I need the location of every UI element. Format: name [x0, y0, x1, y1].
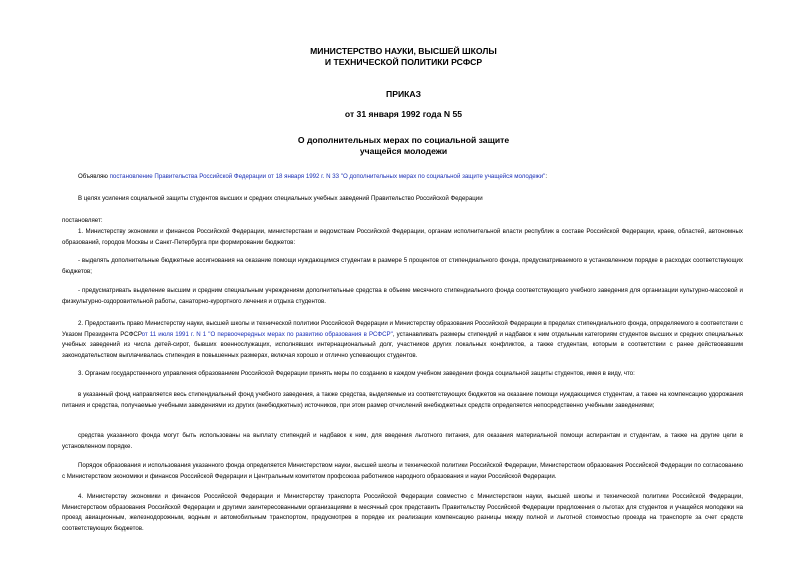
- resolution-link[interactable]: постановление Правительства Российской Федерации от 18 января 1992 г. N 33 "О дополнительных мерах по социальной защите учащейся молодежи": [109, 173, 546, 180]
- clause-3c-text: Порядок образования и использования указанного фонда определяется Министерством науки, высшей школы и технической политики Российской Федерации, Министерством образования Российской Федерации по согласованию с Министерством экономики и финансов Российской Федерации и Центральным комитетом профсоюза работников народного образования и науки Российской Федерации.: [62, 462, 743, 480]
- clause-2-suffix: , устанавливать размеры стипендий и надбавок к ним отдельным категориям студентов высших и средних специальных учебных заведений из числа детей-сирот, бывших военнослужащих, исполнявших интернациональный долг, участников других локальных конфликтов, а также студентам, которым в соответствии с ранее действовавшим законодательством выплачивалась стипендия в повышенных размерах, включая хорошо и отлично успевающих студентов.: [62, 330, 743, 359]
- clause-2: [62, 319, 743, 361]
- decrees-paragraph: [62, 216, 743, 227]
- clause-1b-text: - предусматривать выделение высшим и средним специальным учреждениям дополнительные средства в объеме месячного стипендиального фонда соответствующего учебного заведения для организации культурно-массовой и физкультурно-оздоровительной работы, санаторно-курортного лечения и отдыха студентов.: [62, 287, 743, 305]
- clause-3: [62, 369, 743, 380]
- purpose-paragraph: [62, 194, 743, 205]
- doc-title-line-1: О дополнительных мерах по социальной защите: [297, 135, 510, 145]
- clause-3a-text: в указанный фонд направляется весь стипендиальный фонд учебного заведения, а также средства, выделяемые из соответствующих бюджетов на оказание помощи нуждающимся студентам, а также на компенсацию удорожания питания и средства, получаемые учебными заведениями из других (внебюджетных) источников, при этом размер отчислений внебюджетных средств определяется непосредственно учебными заведениями;: [62, 391, 743, 409]
- clause-4-text: 4. Министерству экономики и финансов Российской Федерации и Министерству транспорта Российской Федерации совместно с Министерством науки, высшей школы и технической политики Российской Федерации, Министерством образования Российской Федерации и другими заинтересованными организациями в месячный срок представить Правительству Российской Федерации предложения о льготах для студентов и учащейся молодежи на проезд авиационным, железнодорожным, водным и автомобильным транспортом, предусмотрев в порядке их реализации компенсацию разницы между полной и льготной стоимостью проезда на транспорте за счет средств соответствующих бюджетов.: [62, 493, 743, 532]
- doc-title: [0, 135, 807, 156]
- clause-4: [62, 492, 743, 534]
- intro-paragraph: [62, 172, 743, 183]
- ministry-line-2: И ТЕХНИЧЕСКОЙ ПОЛИТИКИ РСФСР: [324, 56, 483, 67]
- intro-prefix: Объявляю: [78, 173, 110, 180]
- doc-date-number: от 31 января 1992 года N 55: [344, 109, 463, 119]
- decree-link[interactable]: от 11 июля 1991 г. N 1 "О первоочередных мерах по развитию образования в РСФСР": [141, 330, 393, 338]
- doc-type: ПРИКАЗ: [386, 89, 421, 99]
- clause-1b: [62, 286, 743, 307]
- ministry-line-1: МИНИСТЕРСТВО НАУКИ, ВЫСШЕЙ ШКОЛЫ: [310, 46, 497, 56]
- clause-3c: [62, 461, 743, 482]
- clause-3a: [62, 390, 743, 411]
- decrees-text: постановляет:: [62, 217, 103, 224]
- doc-title-line-2: учащейся молодежи: [359, 145, 448, 156]
- intro-suffix: :: [545, 173, 548, 180]
- clause-1-text: 1. Министерству экономики и финансов Российской Федерации, министерствам и ведомствам Российской Федерации, органам исполнительной власти республик в составе Российской Федерации, краев, областей, автономных образований, городов Москвы и Санкт-Петербурга при формировании бюджетов:: [62, 228, 743, 246]
- clause-1a-text: - выделять дополнительные бюджетные ассигнования на оказание помощи нуждающимся студентам в размере 5 процентов от стипендиального фонда, предусматриваемого в установленном порядке в расходах соответствующих бюджетов;: [62, 257, 743, 275]
- clause-1a: [62, 256, 743, 277]
- clause-3-text: 3. Органам государственного управления образованием Российской Федерации принять меры по созданию в каждом учебном заведении фонда социальной защиты студентов, имея в виду, что:: [78, 370, 635, 377]
- clause-1: [62, 227, 743, 248]
- clause-2-prefix: 2. Предоставить право Министерству науки, высшей школы и технической политики Российской Федерации и Министерству образования Российской Федерации в пределах стипендиального фонда, определяемого в соответствии с Указом Президента РСФСР: [62, 320, 743, 338]
- clause-3b: [62, 431, 743, 452]
- purpose-text: В целях усиления социальной защиты студентов высших и средних специальных учебных заведений Правительство Российской Федерации: [78, 195, 483, 202]
- clause-3b-text: средства указанного фонда могут быть использованы на выплату стипендий и надбавок к ним, для введения льготного питания, для оказания материальной помощи аспирантам и студентам, а также на другие цели в установленном порядке.: [62, 432, 743, 450]
- ministry-heading: [0, 46, 807, 67]
